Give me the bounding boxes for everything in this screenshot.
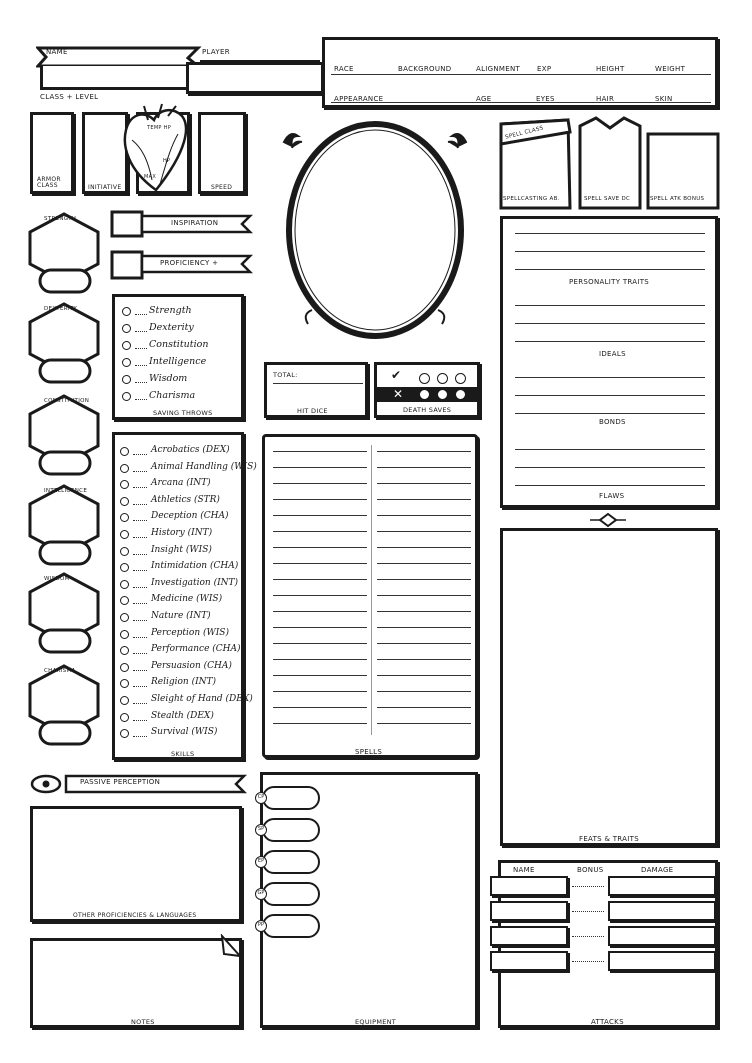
skill-proficiency-toggle[interactable] (120, 663, 129, 672)
saving-throw-proficiency-toggle[interactable] (122, 307, 131, 316)
attack-name-field[interactable] (490, 901, 568, 921)
hit-dice-title: HIT DICE (297, 407, 328, 415)
coin-label: CP (255, 792, 267, 804)
skill-proficiency-toggle[interactable] (120, 530, 129, 539)
notes-title: NOTES (131, 1018, 155, 1026)
skill-label: Arcana (INT) (151, 478, 211, 489)
skill-proficiency-toggle[interactable] (120, 497, 129, 506)
coin-field-ep[interactable] (262, 850, 320, 874)
skill-label: Intimidation (CHA) (151, 561, 239, 572)
age-label: AGE (476, 95, 492, 103)
skill-label: Nature (INT) (151, 611, 211, 621)
feats-traits-title: FEATS & TRAITS (579, 835, 639, 843)
inspiration-label: INSPIRATION (171, 219, 219, 227)
saving-throw-label: Constitution (149, 339, 209, 350)
personality-traits-label: PERSONALITY TRAITS (569, 278, 650, 286)
race-label: RACE (334, 65, 354, 73)
skill-proficiency-toggle[interactable] (120, 729, 129, 738)
feats-traits-box[interactable] (500, 528, 718, 846)
portrait-frame[interactable] (278, 118, 472, 348)
hit-dice-box[interactable] (264, 362, 368, 418)
coin-label: SP (255, 824, 267, 836)
attack-bonus-field[interactable] (572, 886, 604, 887)
attack-bonus-field[interactable] (572, 936, 604, 937)
ability-label: CHARISMA (44, 668, 76, 674)
saving-throws-box (112, 294, 244, 420)
attack-name-field[interactable] (490, 951, 568, 971)
spell-attack-bonus-label: SPELL ATK BONUS (650, 196, 705, 202)
ornament-icon (588, 512, 628, 528)
speed-box[interactable] (198, 112, 246, 194)
saving-throw-label: Dexterity (149, 322, 194, 333)
notes-box[interactable] (30, 938, 242, 1028)
skill-label: Sleight of Hand (DEX) (151, 694, 253, 704)
hit-dice-total-label: TOTAL: (273, 371, 298, 379)
passive-perception-label: PASSIVE PERCEPTION (80, 778, 161, 786)
ideals-label: IDEALS (599, 350, 626, 358)
saving-throw-proficiency-toggle[interactable] (122, 341, 131, 350)
skill-label: Survival (WIS) (151, 727, 218, 738)
ability-label: STRENGTH (44, 216, 77, 222)
death-saves-box (374, 362, 480, 418)
skill-proficiency-toggle[interactable] (120, 596, 129, 605)
skill-proficiency-toggle[interactable] (120, 630, 129, 639)
attacks-col-damage: DAMAGE (641, 866, 674, 874)
skill-proficiency-toggle[interactable] (120, 696, 129, 705)
eyes-label: EYES (536, 95, 555, 103)
skill-proficiency-toggle[interactable] (120, 646, 129, 655)
attack-damage-field[interactable] (608, 901, 716, 921)
skin-label: SKIN (655, 95, 673, 103)
coin-label: EP (255, 856, 267, 868)
skill-label: Medicine (WIS) (151, 594, 223, 605)
exp-label: EXP (537, 65, 552, 73)
weight-label: WEIGHT (655, 65, 686, 73)
saving-throws-title: SAVING THROWS (153, 409, 213, 417)
coin-field-gp[interactable] (262, 882, 320, 906)
ability-hex-strength[interactable] (28, 212, 102, 300)
ability-label: DEXTERITY (44, 306, 78, 312)
death-save-success-2[interactable] (437, 373, 448, 384)
ability-label: INTELLIGENCE (44, 488, 88, 494)
height-label: HEIGHT (596, 65, 625, 73)
skill-proficiency-toggle[interactable] (120, 713, 129, 722)
name-label: NAME (46, 48, 68, 56)
inspiration-input[interactable] (112, 212, 142, 236)
ability-hex-charisma[interactable] (28, 664, 102, 752)
ability-hex-dexterity[interactable] (28, 302, 102, 390)
death-save-success-1[interactable] (419, 373, 430, 384)
spell-class-label: SPELL CLASS (504, 125, 545, 141)
saving-throw-proficiency-toggle[interactable] (122, 375, 131, 384)
ability-hex-intelligence[interactable] (28, 484, 102, 572)
attack-bonus-field[interactable] (572, 961, 604, 962)
coin-field-pp[interactable] (262, 914, 320, 938)
saving-throw-proficiency-toggle[interactable] (122, 358, 131, 367)
class-level-label: CLASS + LEVEL (40, 93, 99, 101)
armor-class-box[interactable] (30, 112, 74, 194)
name-field[interactable] (40, 66, 190, 90)
coin-label: PP (255, 920, 267, 932)
traits-box[interactable] (500, 216, 718, 508)
proficiency-input[interactable] (112, 252, 142, 278)
saving-throw-label: Strength (149, 305, 192, 316)
spells-box[interactable] (262, 434, 478, 758)
temp-hp-label: TEMP HP (147, 125, 172, 131)
skill-label: History (INT) (151, 528, 213, 538)
skill-proficiency-toggle[interactable] (120, 563, 129, 572)
proficiency-label: PROFICIENCY + (160, 259, 219, 267)
death-save-success-3[interactable] (455, 373, 466, 384)
attacks-title: ATTACKS (591, 1018, 624, 1026)
saving-throw-label: Intelligence (149, 356, 207, 367)
speed-label: SPEED (211, 184, 233, 191)
attack-damage-field[interactable] (608, 951, 716, 971)
flaws-label: FLAWS (599, 492, 625, 500)
death-save-failure-1[interactable] (419, 389, 430, 400)
skill-proficiency-toggle[interactable] (120, 613, 129, 622)
skill-proficiency-toggle[interactable] (120, 580, 129, 589)
page-curl-icon (220, 934, 244, 960)
skill-proficiency-toggle[interactable] (120, 547, 129, 556)
attack-damage-field[interactable] (608, 926, 716, 946)
attack-name-field[interactable] (490, 876, 568, 896)
skill-proficiency-toggle[interactable] (120, 513, 129, 522)
saving-throw-label: Charisma (149, 390, 196, 401)
spells-title: SPELLS (355, 748, 383, 756)
skill-label: Stealth (DEX) (151, 710, 214, 721)
ability-hex-constitution[interactable] (28, 394, 102, 482)
skill-proficiency-toggle[interactable] (120, 480, 129, 489)
bonds-label: BONDS (599, 418, 626, 426)
saving-throw-proficiency-toggle[interactable] (122, 392, 131, 401)
ability-label: CONSTITUTION (44, 398, 90, 404)
skill-label: Acrobatics (DEX) (151, 445, 230, 455)
skill-proficiency-toggle[interactable] (120, 447, 129, 456)
success-check-icon: ✔ (391, 368, 402, 382)
saving-throw-proficiency-toggle[interactable] (122, 324, 131, 333)
other-proficiencies-title: OTHER PROFICIENCIES & LANGUAGES (73, 912, 197, 919)
initiative-label: INITIATIVE (88, 184, 122, 191)
attack-damage-field[interactable] (608, 876, 716, 896)
skill-label: Insight (WIS) (151, 544, 212, 555)
skill-label: Perception (WIS) (151, 627, 229, 638)
skill-proficiency-toggle[interactable] (120, 464, 129, 473)
spellcasting-ability-label: SPELLCASTING AB. (503, 196, 560, 202)
ability-hex-wisdom[interactable] (28, 572, 102, 660)
ability-label: WISDOM (44, 576, 70, 582)
coin-label: GP (255, 888, 267, 900)
attack-bonus-field[interactable] (572, 911, 604, 912)
coin-field-cp[interactable] (262, 786, 320, 810)
equipment-title: EQUIPMENT (355, 1018, 397, 1026)
skill-proficiency-toggle[interactable] (120, 679, 129, 688)
skill-label: Investigation (INT) (151, 577, 239, 588)
attack-name-field[interactable] (490, 926, 568, 946)
max-hp-label: MAX (144, 174, 157, 180)
armor-class-label: ARMOR CLASS (37, 176, 61, 189)
alignment-label: ALIGNMENT (476, 65, 521, 73)
skill-label: Performance (CHA) (151, 644, 241, 655)
other-proficiencies-box[interactable] (30, 806, 242, 922)
attacks-col-name: NAME (513, 866, 535, 874)
death-save-failure-3[interactable] (455, 389, 466, 400)
coin-field-sp[interactable] (262, 818, 320, 842)
failure-cross-icon: ✕ (393, 387, 404, 401)
death-saves-title: DEATH SAVES (403, 406, 452, 414)
attacks-col-bonus: BONUS (577, 866, 604, 874)
skills-box (112, 432, 257, 760)
skill-label: Deception (CHA) (151, 511, 229, 522)
player-label: PLAYER (202, 48, 230, 56)
death-save-failure-2[interactable] (437, 389, 448, 400)
player-field[interactable] (186, 62, 324, 94)
heart-icon (118, 100, 194, 196)
hp-label: HP (163, 158, 171, 164)
appearance-label: APPEARANCE (334, 95, 384, 103)
background-label: BACKGROUND (398, 65, 452, 73)
spell-save-dc-label: SPELL SAVE DC (584, 196, 631, 202)
skill-label: Athletics (STR) (151, 494, 220, 505)
skill-label: Persuasion (CHA) (151, 660, 232, 671)
saving-throw-label: Wisdom (149, 373, 188, 384)
hair-label: HAIR (596, 95, 615, 103)
skill-label: Animal Handling (WIS) (151, 461, 257, 472)
skill-label: Religion (INT) (151, 677, 217, 688)
skills-title: SKILLS (171, 750, 195, 758)
